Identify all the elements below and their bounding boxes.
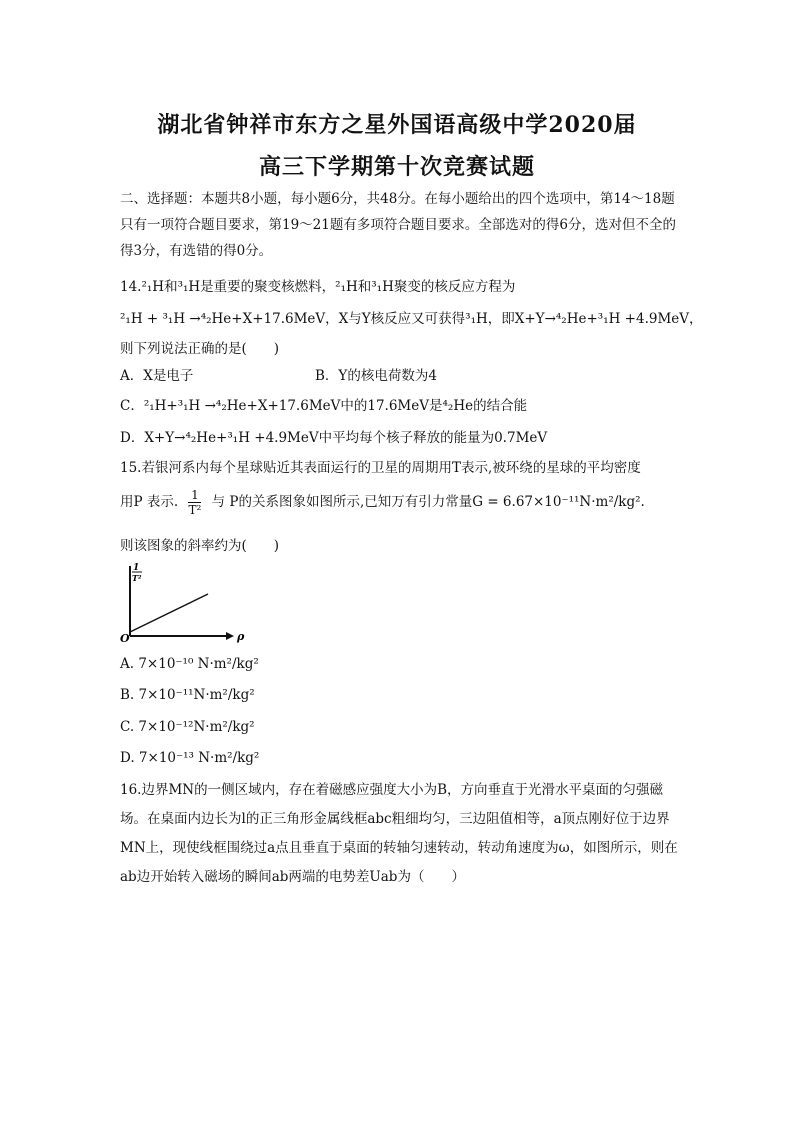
q14-option-c: C．²₁H+³₁H →⁴₂He+X+17.6MeV中的17.6MeV是⁴₂He的结合能 <box>120 398 528 414</box>
q15-graph <box>118 560 248 646</box>
graph-y-label-num: 1 <box>133 563 140 573</box>
q15-option-c: C. 7×10⁻¹²N·m²/kg² <box>120 719 255 735</box>
q15-fraction-denominator: T² <box>188 503 202 517</box>
title-line-2: 高三下学期第十次竞赛试题 <box>258 154 535 180</box>
graph-x-label: ρ <box>237 630 245 643</box>
q15-option-b: B. 7×10⁻¹¹N·m²/kg² <box>120 687 255 703</box>
q15-stem-line-1: 15.若银河系内每个星球贴近其表面运行的卫星的周期用T表示,被环绕的星球的平均密度 <box>120 460 641 476</box>
q15-fraction <box>188 488 201 517</box>
q14-option-b: B．Y的核电荷数为4 <box>315 368 437 384</box>
q15-fraction-numerator: 1 <box>188 488 201 503</box>
q14-stem-line-2: ²₁H + ³₁H →⁴₂He+X+17.6MeV，X与Y核反应又可获得³₁H，即X+Y→⁴₂He+³₁H +4.9MeV， <box>120 311 703 327</box>
q15-option-d: D. 7×10⁻¹³ N·m²/kg² <box>120 750 260 766</box>
graph-origin-label: O <box>120 632 130 645</box>
q14-option-a: A．X是电子 <box>120 368 194 384</box>
q14-stem-line-1: 14.²₁H和³₁H是重要的聚变核燃料，²₁H和³₁H聚变的核反应方程为 <box>120 279 516 295</box>
q16-stem: 16.边界MN的一侧区域内，存在着磁感应强度大小为B，方向垂直于光滑水平桌面的匀强磁场。在桌面内边长为l的正三角形金属线框abc粗细均匀，三边阻值相等，a顶点刚好位于边界MN上，现使线框围绕过a点且垂直于桌面的转轴匀速转动，转动角速度为ω，如图所示，则在ab边开始转入磁场的瞬间ab两端的电势差Uab为（ ） <box>120 782 678 885</box>
q15-stem-2a: 用P 表示. <box>120 494 179 510</box>
graph-x-arrow <box>226 632 234 640</box>
q15-stem-line-2 <box>120 488 645 517</box>
q15-stem-line-3: 则该图象的斜率约为( ) <box>120 538 280 554</box>
graph-line <box>130 594 208 632</box>
q15-stem-2b: 与 P的关系图象如图所示,已知万有引力常量G = 6.67×10⁻¹¹N·m²/kg². <box>211 494 645 510</box>
title-line-1: 湖北省钟祥市东方之星外国语高级中学2020届 <box>157 112 637 138</box>
q14-stem-line-3: 则下列说法正确的是( ) <box>120 341 280 357</box>
q14-option-d: D．X+Y→⁴₂He+³₁H +4.9MeV中平均每个核子释放的能量为0.7MeV <box>120 430 548 446</box>
section-instructions: 二、选择题：本题共8小题，每小题6分，共48分。在每小题给出的四个选项中，第14～18题只有一项符合题目要求，第19～21题有多项符合题目要求。全部选对的得6分，选对但不全的得3分，有选错的得0分。 <box>120 191 676 259</box>
q15-option-a: A. 7×10⁻¹⁰ N·m²/kg² <box>120 656 259 672</box>
graph-y-label-den: T² <box>132 573 142 583</box>
